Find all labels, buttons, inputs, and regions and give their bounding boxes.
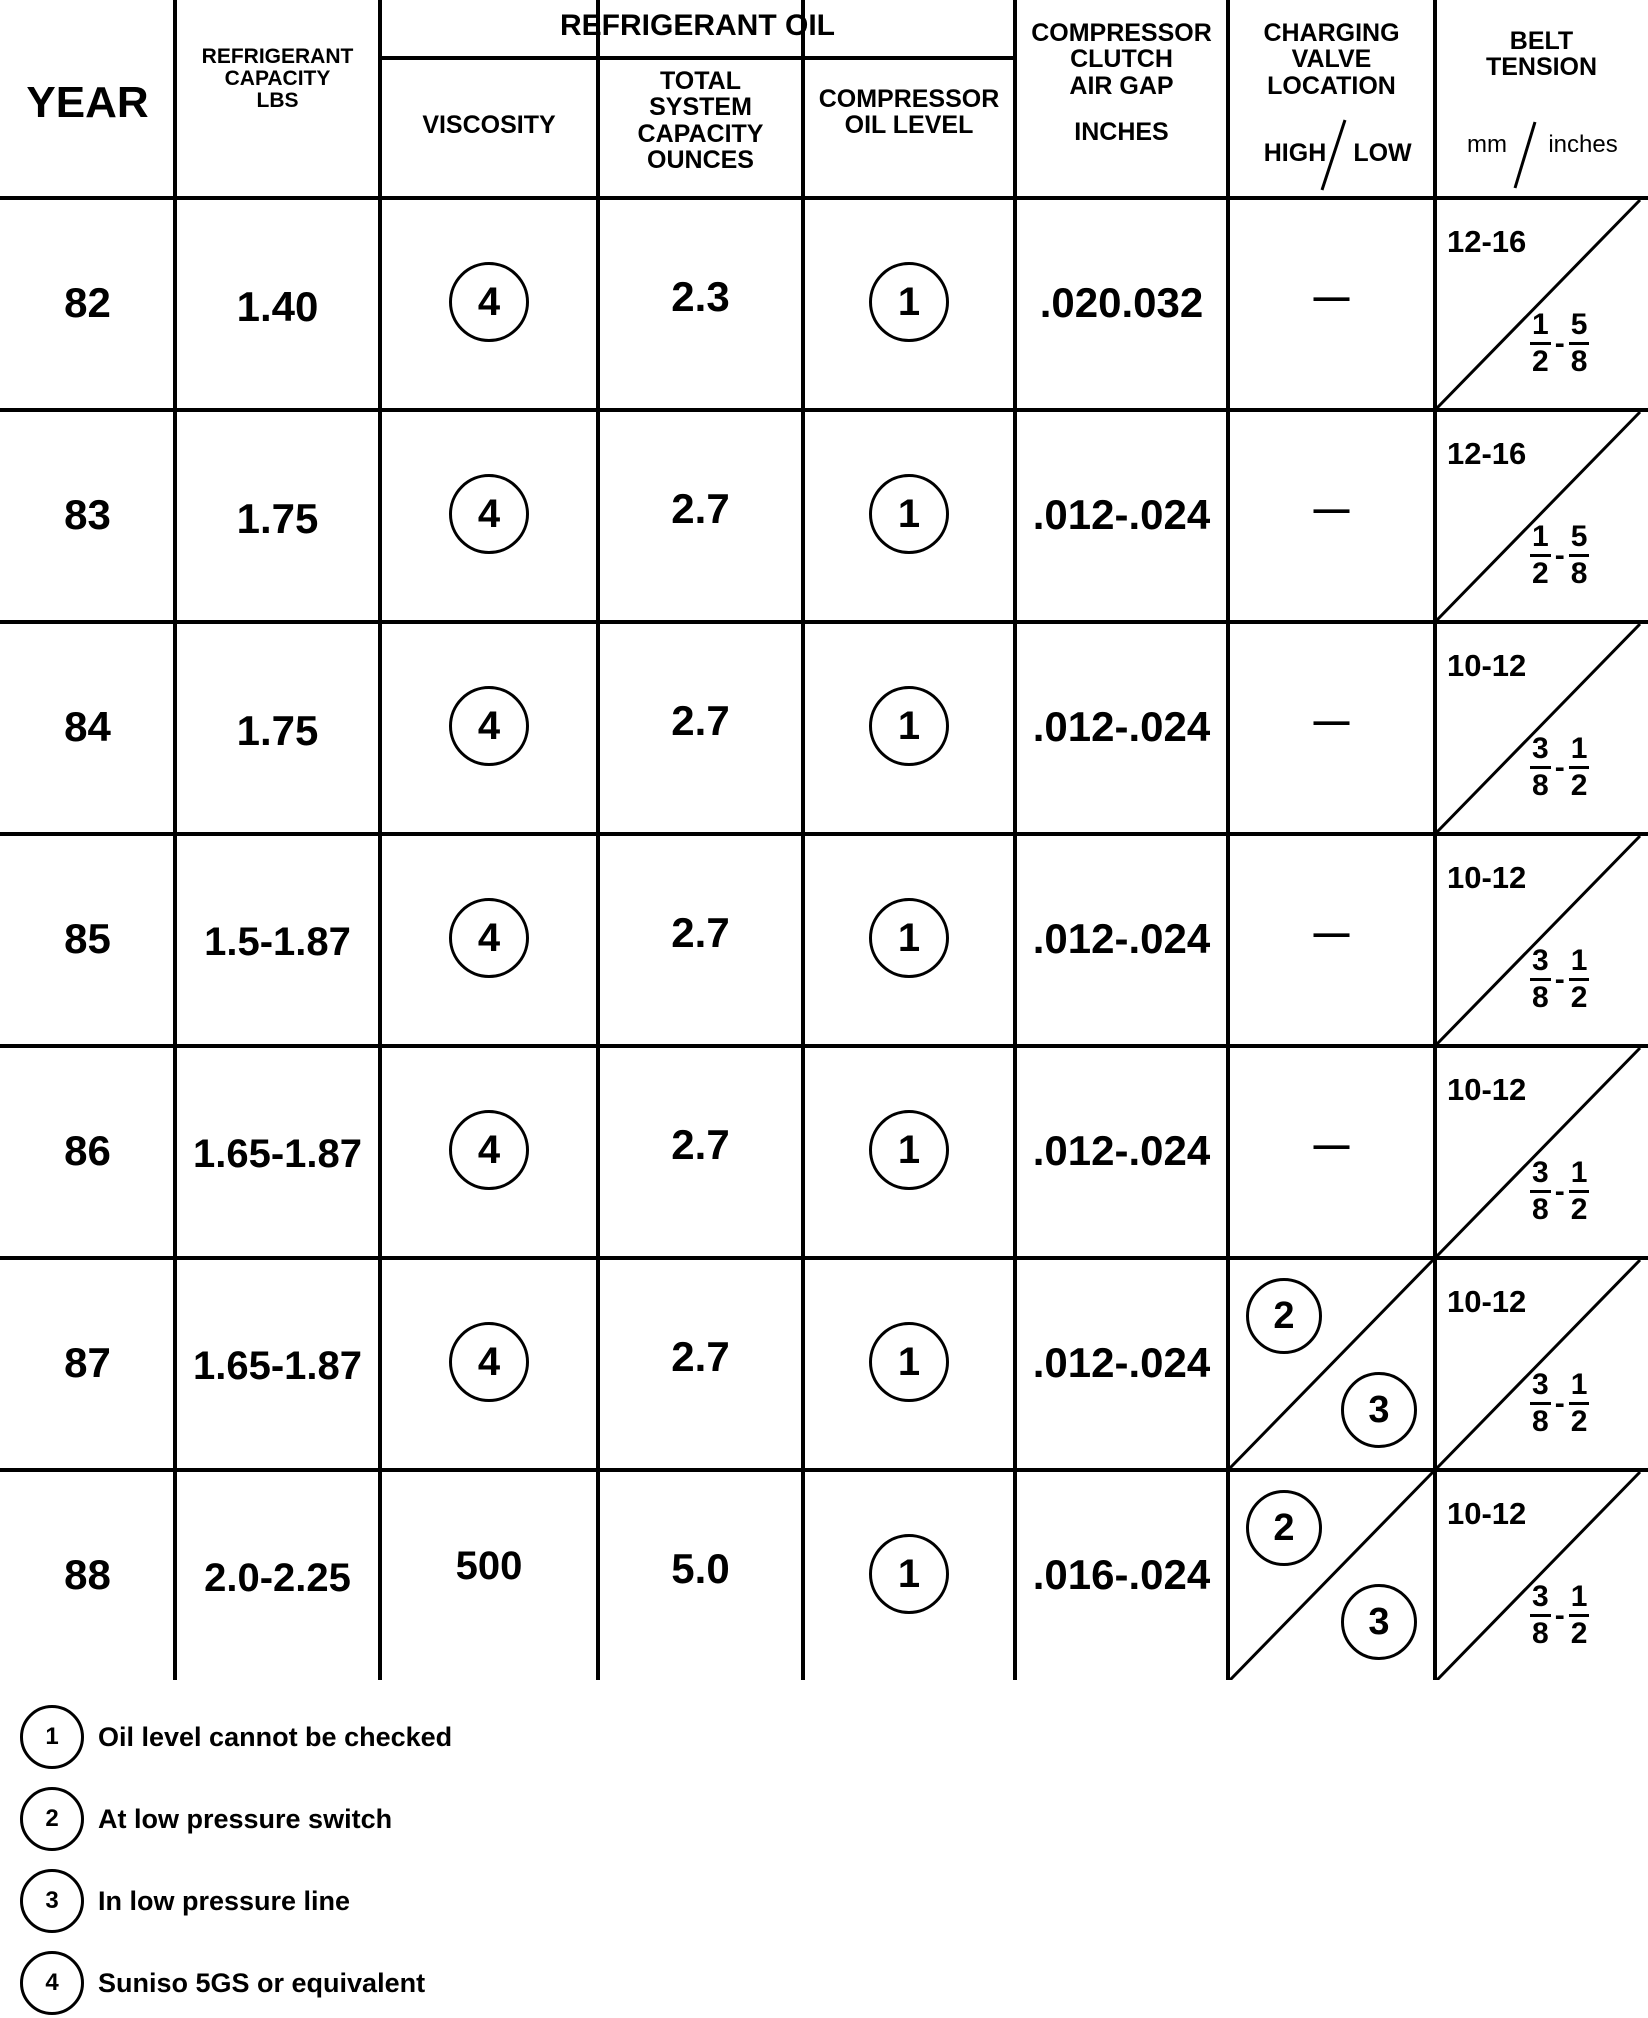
fraction-range-dash: - bbox=[1554, 538, 1565, 572]
charging-valve-header-line: LOCATION bbox=[1267, 71, 1396, 100]
belt-inches-value bbox=[1530, 522, 1589, 589]
charging-dash-cell: — bbox=[1313, 700, 1350, 742]
fraction-denominator: 8 bbox=[1532, 1617, 1549, 1650]
fraction bbox=[1530, 1158, 1551, 1225]
fraction-numerator: 1 bbox=[1569, 1158, 1590, 1193]
fraction-numerator: 5 bbox=[1569, 310, 1590, 345]
fraction-range-dash: - bbox=[1554, 1598, 1565, 1632]
charging-valve-header bbox=[1228, 20, 1435, 99]
compressor-oil-level-header-line: COMPRESSOR bbox=[818, 85, 1000, 113]
fraction-numerator: 1 bbox=[1530, 310, 1551, 345]
legend-text: In low pressure line bbox=[98, 1885, 351, 1916]
belt-mm-value: 10-12 bbox=[1447, 860, 1527, 895]
oil-level-ref-number: 1 bbox=[897, 279, 921, 324]
refrigerant-capacity-cell: 1.75 bbox=[236, 706, 319, 754]
fraction-range-dash: - bbox=[1554, 962, 1565, 996]
oil-level-ref-number: 1 bbox=[897, 1339, 921, 1384]
fraction bbox=[1569, 1370, 1590, 1437]
fraction bbox=[1530, 946, 1551, 1013]
clutch-air-gap-cell: .012-.024 bbox=[1032, 1338, 1211, 1386]
year-cell: 85 bbox=[64, 914, 111, 962]
charging-valve-header-line: VALVE bbox=[1291, 45, 1372, 74]
viscosity-cell: 500 bbox=[455, 1544, 523, 1588]
fraction-numerator: 1 bbox=[1569, 1582, 1590, 1617]
fraction bbox=[1530, 522, 1551, 589]
compressor-oil-level-header bbox=[803, 86, 1015, 139]
charging-low-ref-circle bbox=[1341, 1372, 1417, 1448]
legend-item bbox=[20, 1702, 452, 1772]
viscosity-ref-circle bbox=[449, 686, 529, 766]
fraction bbox=[1569, 734, 1590, 801]
fraction-denominator: 8 bbox=[1532, 981, 1549, 1014]
total-system-capacity-cell: 2.3 bbox=[671, 272, 730, 320]
fraction-denominator: 2 bbox=[1532, 557, 1549, 590]
refrigerant-capacity-cell: 1.65-1.87 bbox=[192, 1344, 363, 1388]
oil-level-ref-number: 1 bbox=[897, 1551, 921, 1596]
oil-level-ref-circle bbox=[869, 1110, 949, 1190]
charging-low-ref-number: 3 bbox=[1368, 1600, 1390, 1643]
total-system-capacity-header-line: CAPACITY bbox=[637, 119, 764, 148]
charging-low-ref-number: 3 bbox=[1368, 1388, 1390, 1431]
fraction-denominator: 2 bbox=[1532, 345, 1549, 378]
belt-mm-value: 10-12 bbox=[1447, 1496, 1527, 1531]
oil-level-ref-circle bbox=[869, 898, 949, 978]
legend-text: Suniso 5GS or equivalent bbox=[98, 1967, 426, 1998]
oil-level-ref-number: 1 bbox=[897, 915, 921, 960]
total-system-capacity-cell: 2.7 bbox=[671, 1120, 730, 1168]
charging-low-ref-circle bbox=[1341, 1584, 1417, 1660]
fraction-range-dash: - bbox=[1554, 326, 1565, 360]
legend-item bbox=[20, 1948, 425, 2018]
fraction-numerator: 3 bbox=[1530, 1582, 1551, 1617]
fraction bbox=[1530, 1582, 1551, 1649]
oil-level-ref-circle bbox=[869, 474, 949, 554]
viscosity-ref-circle bbox=[449, 898, 529, 978]
refrigerant-capacity-cell: 2.0-2.25 bbox=[204, 1556, 351, 1600]
fraction-denominator: 8 bbox=[1532, 769, 1549, 802]
fraction bbox=[1569, 946, 1590, 1013]
clutch-air-gap-header-line: COMPRESSOR bbox=[1031, 19, 1212, 47]
clutch-air-gap-cell: .016-.024 bbox=[1032, 1550, 1211, 1598]
charging-low-label: LOW bbox=[1353, 139, 1412, 167]
refrigerant-capacity-header bbox=[175, 46, 380, 112]
oil-level-ref-number: 1 bbox=[897, 491, 921, 536]
belt-inches-value bbox=[1530, 734, 1589, 801]
fraction-denominator: 8 bbox=[1570, 345, 1588, 378]
oil-level-ref-circle bbox=[869, 262, 949, 342]
legend-item bbox=[20, 1866, 350, 1936]
total-system-capacity-header-line: TOTAL bbox=[659, 67, 741, 95]
refrigerant-capacity-cell: 1.5-1.87 bbox=[204, 920, 351, 964]
fraction-numerator: 1 bbox=[1569, 734, 1590, 769]
fraction-denominator: 2 bbox=[1570, 1193, 1588, 1226]
fraction bbox=[1530, 310, 1551, 377]
compressor-oil-level-header-line: OIL LEVEL bbox=[844, 111, 974, 140]
viscosity-ref-circle bbox=[449, 262, 529, 342]
fraction-numerator: 1 bbox=[1569, 946, 1590, 981]
refrigerant-capacity-header-line: CAPACITY bbox=[224, 67, 331, 91]
belt-header-slash bbox=[1515, 122, 1535, 188]
clutch-air-gap-cell: .012-.024 bbox=[1032, 914, 1211, 962]
belt-mm-label: mm bbox=[1467, 131, 1507, 158]
charging-high-ref-circle bbox=[1246, 1490, 1322, 1566]
viscosity-ref-circle bbox=[449, 1110, 529, 1190]
year-cell: 87 bbox=[64, 1338, 111, 1386]
fraction-numerator: 3 bbox=[1530, 1370, 1551, 1405]
fraction-numerator: 5 bbox=[1569, 522, 1590, 557]
belt-mm-value: 12-16 bbox=[1447, 436, 1527, 471]
charging-high-ref-circle bbox=[1246, 1278, 1322, 1354]
total-system-capacity-cell: 2.7 bbox=[671, 1332, 730, 1380]
oil-level-ref-number: 1 bbox=[897, 703, 921, 748]
total-system-capacity-cell: 2.7 bbox=[671, 696, 730, 744]
fraction-denominator: 8 bbox=[1570, 557, 1588, 590]
clutch-air-gap-header-line: AIR GAP bbox=[1069, 71, 1174, 100]
refrigerant-capacity-header-line: LBS bbox=[256, 89, 299, 113]
viscosity-header: VISCOSITY bbox=[422, 111, 556, 139]
year-cell: 83 bbox=[64, 490, 111, 538]
fraction-numerator: 3 bbox=[1530, 734, 1551, 769]
refrigerant-capacity-cell: 1.75 bbox=[236, 494, 319, 542]
charging-high-ref-number: 2 bbox=[1273, 1294, 1295, 1337]
oil-level-ref-circle bbox=[869, 1322, 949, 1402]
legend-item bbox=[20, 1784, 392, 1854]
fraction-numerator: 3 bbox=[1530, 1158, 1551, 1193]
fraction-denominator: 2 bbox=[1570, 1617, 1588, 1650]
fraction-range-dash: - bbox=[1554, 1174, 1565, 1208]
fraction bbox=[1569, 310, 1590, 377]
viscosity-ref-number: 4 bbox=[477, 915, 501, 960]
belt-mm-value: 10-12 bbox=[1447, 1284, 1527, 1319]
charging-dash-cell: — bbox=[1313, 488, 1350, 530]
viscosity-ref-number: 4 bbox=[477, 703, 501, 748]
fraction bbox=[1530, 734, 1551, 801]
charging-high-label: HIGH bbox=[1263, 139, 1327, 167]
fraction-denominator: 2 bbox=[1570, 1405, 1588, 1438]
legend-ref-circle: 2 bbox=[20, 1787, 84, 1851]
total-system-capacity-header-line: OUNCES bbox=[647, 145, 754, 174]
refrigerant-capacity-cell: 1.40 bbox=[236, 282, 319, 330]
total-system-capacity-header-line: SYSTEM bbox=[649, 93, 752, 122]
belt-inches-value bbox=[1530, 1582, 1589, 1649]
year-header: YEAR bbox=[26, 78, 149, 127]
oil-level-ref-circle bbox=[869, 686, 949, 766]
oil-level-ref-number: 1 bbox=[897, 1127, 921, 1172]
legend-ref-circle: 3 bbox=[20, 1869, 84, 1933]
belt-inches-label: inches bbox=[1548, 131, 1618, 158]
clutch-air-gap-header-line: INCHES bbox=[1074, 117, 1169, 146]
clutch-air-gap-cell: .020.032 bbox=[1039, 278, 1204, 326]
viscosity-ref-number: 4 bbox=[477, 1339, 501, 1384]
total-system-capacity-cell: 5.0 bbox=[671, 1544, 730, 1592]
belt-inches-value bbox=[1530, 946, 1589, 1013]
legend-text: Oil level cannot be checked bbox=[98, 1721, 453, 1752]
viscosity-ref-number: 4 bbox=[477, 1127, 501, 1172]
belt-inches-value bbox=[1530, 1370, 1589, 1437]
belt-inches-value bbox=[1530, 310, 1589, 377]
belt-inches-value bbox=[1530, 1158, 1589, 1225]
fraction-numerator: 1 bbox=[1569, 1370, 1590, 1405]
fraction bbox=[1569, 1582, 1590, 1649]
clutch-air-gap-header bbox=[1015, 20, 1228, 145]
charging-valve-header-line: CHARGING bbox=[1263, 19, 1400, 47]
fraction-denominator: 8 bbox=[1532, 1193, 1549, 1226]
clutch-air-gap-header-line: CLUTCH bbox=[1070, 45, 1173, 74]
fraction-numerator: 3 bbox=[1530, 946, 1551, 981]
fraction-numerator: 1 bbox=[1530, 522, 1551, 557]
fraction bbox=[1569, 1158, 1590, 1225]
clutch-air-gap-cell: .012-.024 bbox=[1032, 490, 1211, 538]
fraction-denominator: 2 bbox=[1570, 981, 1588, 1014]
clutch-air-gap-cell: .012-.024 bbox=[1032, 1126, 1211, 1174]
year-cell: 86 bbox=[64, 1126, 111, 1174]
total-system-capacity-cell: 2.7 bbox=[671, 484, 730, 532]
fraction-denominator: 8 bbox=[1532, 1405, 1549, 1438]
total-system-capacity-cell: 2.7 bbox=[671, 908, 730, 956]
viscosity-ref-number: 4 bbox=[477, 279, 501, 324]
legend-ref-circle: 1 bbox=[20, 1705, 84, 1769]
year-cell: 82 bbox=[64, 278, 111, 326]
fraction-range-dash: - bbox=[1554, 750, 1565, 784]
refrigerant-capacity-cell: 1.65-1.87 bbox=[192, 1132, 363, 1176]
legend-ref-circle: 4 bbox=[20, 1951, 84, 2015]
charging-dash-cell: — bbox=[1313, 276, 1350, 318]
refrigerant-oil-header: REFRIGERANT OIL bbox=[560, 9, 835, 42]
charging-dash-cell: — bbox=[1313, 912, 1350, 954]
viscosity-ref-circle bbox=[449, 1322, 529, 1402]
belt-tension-header bbox=[1435, 28, 1648, 81]
fraction bbox=[1530, 1370, 1551, 1437]
fraction-denominator: 2 bbox=[1570, 769, 1588, 802]
belt-mm-value: 10-12 bbox=[1447, 1072, 1527, 1107]
legend-text: At low pressure switch bbox=[98, 1803, 393, 1834]
belt-tension-header-line: BELT bbox=[1509, 27, 1574, 55]
belt-mm-value: 12-16 bbox=[1447, 224, 1527, 259]
oil-level-ref-circle bbox=[869, 1534, 949, 1614]
clutch-air-gap-cell: .012-.024 bbox=[1032, 702, 1211, 750]
fraction bbox=[1569, 522, 1590, 589]
belt-mm-value: 10-12 bbox=[1447, 648, 1527, 683]
refrigerant-capacity-header-line: REFRIGERANT bbox=[201, 45, 354, 68]
viscosity-ref-number: 4 bbox=[477, 491, 501, 536]
charging-high-ref-number: 2 bbox=[1273, 1506, 1295, 1549]
charging-dash-cell: — bbox=[1313, 1124, 1350, 1166]
belt-tension-header-line: TENSION bbox=[1485, 53, 1598, 82]
year-cell: 88 bbox=[64, 1550, 111, 1598]
viscosity-ref-circle bbox=[449, 474, 529, 554]
year-cell: 84 bbox=[64, 702, 111, 750]
total-system-capacity-header bbox=[598, 68, 803, 173]
fraction-range-dash: - bbox=[1554, 1386, 1565, 1420]
